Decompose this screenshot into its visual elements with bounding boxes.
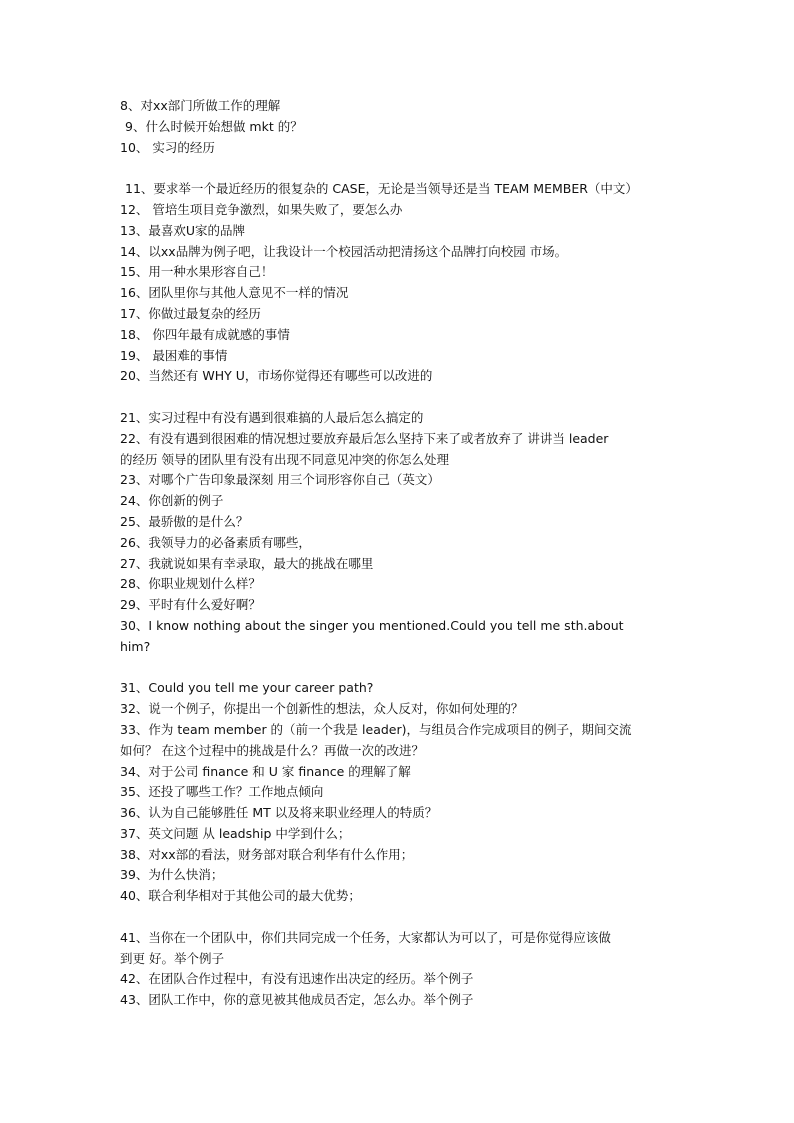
- question-36: 36、认为自己能够胜任 MT 以及将来职业经理人的特质？: [120, 805, 438, 821]
- question-38: 38、对xx部的看法，财务部对联合利华有什么作用；: [120, 846, 414, 862]
- question-35: 35、还投了哪些工作？工作地点倾向: [120, 784, 324, 800]
- question-17: 17、你做过最复杂的经历: [120, 305, 261, 321]
- question-32: 32、说一个例子，你提出一个创新性的想法，众人反对，你如何处理的？: [120, 701, 524, 717]
- question-18: 18、 你四年最有成就感的事情: [120, 326, 290, 342]
- question-30: 30、I know nothing about the singer you mentioned.Could you tell me sth.about: [120, 617, 624, 633]
- question-22-continued: 的经历 领导的团队里有没有出现不同意见冲突的你怎么处理: [120, 451, 449, 467]
- question-33: 33、作为 team member 的（前一个我是 leader)，与组员合作完成项目的例子，期间交流: [120, 721, 632, 737]
- question-39: 39、为什么快消；: [120, 867, 224, 883]
- question-43: 43、团队工作中，你的意见被其他成员否定，怎么办。举个例子: [120, 992, 474, 1008]
- question-37: 37、英文问题 从 leadship 中学到什么；: [120, 825, 351, 841]
- question-22: 22、有没有遇到很困难的情况想过要放弃最后怎么坚持下来了或者放弃了 讲讲当 leader: [120, 430, 609, 446]
- question-34: 34、对于公司 finance 和 U 家 finance 的理解了解: [120, 763, 411, 779]
- blank-line: [120, 907, 676, 928]
- question-41-continued: 到更 好。举个例子: [120, 950, 224, 966]
- question-list: [120, 96, 676, 1011]
- question-14: 14、以xx品牌为例子吧，让我设计一个校园活动把清扬这个品牌打向校园 市场。: [120, 243, 568, 259]
- blank-line: [120, 387, 676, 408]
- question-30-continued: him?: [120, 638, 151, 654]
- question-16: 16、团队里你与其他人意见不一样的情况: [120, 285, 349, 301]
- question-11: 11、要求举一个最近经历的很复杂的 CASE，无论是当领导还是当 TEAM MEMBER（中文）: [125, 181, 638, 197]
- question-10: 10、 实习的经历: [120, 139, 215, 155]
- question-40: 40、联合利华相对于其他公司的最大优势；: [120, 888, 361, 904]
- question-19: 19、 最困难的事情: [120, 347, 228, 363]
- question-9: 9、什么时候开始想做 mkt 的？: [125, 118, 303, 134]
- question-24: 24、你创新的例子: [120, 493, 224, 509]
- question-25: 25、最骄傲的是什么？: [120, 513, 249, 529]
- question-13: 13、最喜欢U家的品牌: [120, 222, 246, 238]
- question-23: 23、对哪个广告印象最深刻 用三个词形容你自己（英文）: [120, 472, 440, 488]
- question-28: 28、你职业规划什么样？: [120, 576, 261, 592]
- question-41: 41、当你在一个团队中，你们共同完成一个任务，大家都认为可以了，可是你觉得应该做: [120, 929, 611, 945]
- question-29: 29、平时有什么爱好啊？: [120, 597, 261, 613]
- question-27: 27、我就说如果有幸录取，最大的挑战在哪里: [120, 555, 374, 571]
- blank-line: [120, 658, 676, 679]
- question-15: 15、用一种水果形容自己！: [120, 264, 274, 280]
- question-21: 21、实习过程中有没有遇到很难搞的人最后怎么搞定的: [120, 409, 424, 425]
- question-31: 31、Could you tell me your career path?: [120, 680, 374, 696]
- question-26: 26、我领导力的必备素质有哪些，: [120, 534, 311, 550]
- question-12: 12、 管培生项目竞争激烈，如果失败了，要怎么办: [120, 201, 403, 217]
- question-33-continued: 如何？ 在这个过程中的挑战是什么？再做一次的改进？: [120, 742, 424, 758]
- question-8: 8、对xx部门所做工作的理解: [120, 98, 281, 113]
- question-20: 20、当然还有 WHY U，市场你觉得还有哪些可以改进的: [120, 368, 433, 384]
- blank-line: [120, 158, 676, 179]
- question-42: 42、在团队合作过程中，有没有迅速作出决定的经历。举个例子: [120, 971, 474, 987]
